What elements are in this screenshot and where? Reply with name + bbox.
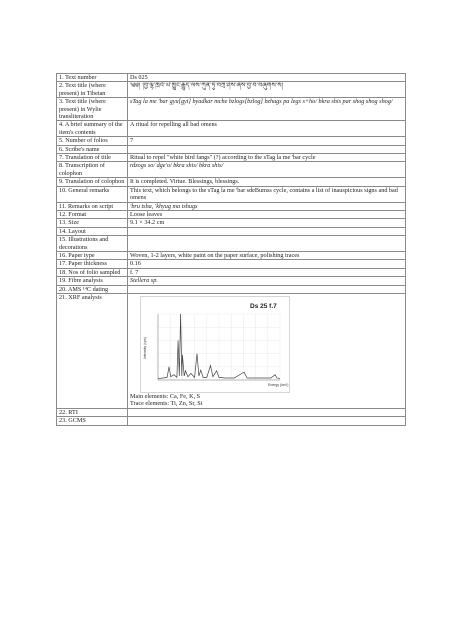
row-label: 5. Number of folios <box>57 137 128 145</box>
table-row <box>57 145 406 153</box>
row-value: It is completed. Virtue. Blessings, blessings. <box>128 178 406 186</box>
xrf-chart-svg <box>140 296 290 393</box>
table-row <box>57 268 406 276</box>
row-value <box>128 227 406 235</box>
row-value: f. 7 <box>128 268 406 276</box>
row-label: 18. Nos of folio sampled <box>57 268 128 276</box>
row-value <box>128 408 406 416</box>
trace-elements: Trace elements: Ti, Zn, Sr, Si <box>130 400 203 408</box>
row-value <box>128 236 406 252</box>
row-label: 3. Text title (where present) in Wylie transliteration <box>57 98 128 121</box>
y-axis-label: Intensity (cps) <box>143 337 147 359</box>
metadata-table <box>56 73 406 426</box>
row-value: 'bru tsha, 'khyug ma tshugs <box>128 202 406 210</box>
row-label: 21. XRF analysis <box>57 293 128 408</box>
row-value: sTag la me 'bar gyu[gyi] byadkar mche bzlogs[bzlog] bzhugs pa legs s+ho/ bkra shis par shog shog shog/ <box>128 98 406 121</box>
row-label: 2. Text title (where present) in Tibetan <box>57 82 128 98</box>
x-axis-label: Energy (keV) <box>268 382 289 387</box>
row-label: 12. Format <box>57 210 128 218</box>
row-label: 8. Transcription of colophon <box>57 162 128 178</box>
row-label: 16. Paper type <box>57 251 128 259</box>
row-label: 19. Fibre analysis <box>57 277 128 285</box>
table-row <box>57 236 406 252</box>
table-row <box>57 408 406 416</box>
table-row <box>57 210 406 218</box>
table-row <box>57 98 406 121</box>
table-row <box>57 162 406 178</box>
row-label: 7. Translation of title <box>57 154 128 162</box>
row-label: 13. Size <box>57 219 128 227</box>
xrf-cell <box>128 293 406 408</box>
table-row <box>57 293 406 408</box>
row-label: 11. Remarks on script <box>57 202 128 210</box>
table-row <box>57 121 406 137</box>
row-label: 22. RTI <box>57 408 128 416</box>
row-value: A ritual for repelling all bad omens <box>128 121 406 137</box>
row-label: 14. Layout <box>57 227 128 235</box>
table-row <box>57 251 406 259</box>
row-value: rdzogs so/ dge'o/ bkra shis/ bkra shis/ <box>128 162 406 178</box>
row-value: ༄༅། །བྱ་ལྷ་ཁྲའི་ཡེ་ཁྱུང་རྒྱུད་ལས་ཀུན་ཏུ་བཀྲ་ཤིས་ཞེས་བྱ་བ་བཞུགས་སོ། <box>128 82 406 98</box>
table-row <box>57 277 406 285</box>
row-label: 10. General remarks <box>57 186 128 202</box>
table-row <box>57 137 406 145</box>
xrf-spectrum-chart <box>140 296 290 393</box>
row-value <box>128 417 406 425</box>
table-row <box>57 178 406 186</box>
main-elements: Main elements: Ca, Fe, K, S <box>130 392 201 400</box>
row-value <box>128 285 406 293</box>
table-row <box>57 186 406 202</box>
table-row <box>57 227 406 235</box>
row-label: 23. GCMS <box>57 417 128 425</box>
row-value: This text, which belongs to the sTag la me 'bar sdeBumss cycle, contains a list of inauspicious signs and bad omens <box>128 186 406 202</box>
table-row <box>57 82 406 98</box>
row-label: 20. AMS ¹⁴C dating <box>57 285 128 293</box>
table-row <box>57 219 406 227</box>
table-row <box>57 417 406 425</box>
row-value: Stellera sp. <box>128 277 406 285</box>
row-label: 1. Text number <box>57 74 128 82</box>
table-row <box>57 74 406 82</box>
row-value: Woven, 1-2 layers, white paint on the paper surface, polishing traces <box>128 251 406 259</box>
table-row <box>57 260 406 268</box>
row-value: 9.1 × 34.2 cm <box>128 219 406 227</box>
row-value: Loose leaves <box>128 210 406 218</box>
row-value: 7 <box>128 137 406 145</box>
row-label: 17. Paper thickness <box>57 260 128 268</box>
row-label: 9. Translation of colophon <box>57 178 128 186</box>
table-row <box>57 154 406 162</box>
row-value <box>128 145 406 153</box>
table-row <box>57 202 406 210</box>
row-value: Ritual to repel "white bird fangs" (?) according to the sTag la me 'bar cycle <box>128 154 406 162</box>
row-label: 6. Scribe's name <box>57 145 128 153</box>
row-value: Ds 025 <box>128 74 406 82</box>
row-label: 15. Illustrations and decorations <box>57 236 128 252</box>
row-value: 0.16 <box>128 260 406 268</box>
table-row <box>57 285 406 293</box>
row-label: 4. A brief summary of the item's contents <box>57 121 128 137</box>
chart-title: Ds 25 f.7 <box>250 302 277 310</box>
